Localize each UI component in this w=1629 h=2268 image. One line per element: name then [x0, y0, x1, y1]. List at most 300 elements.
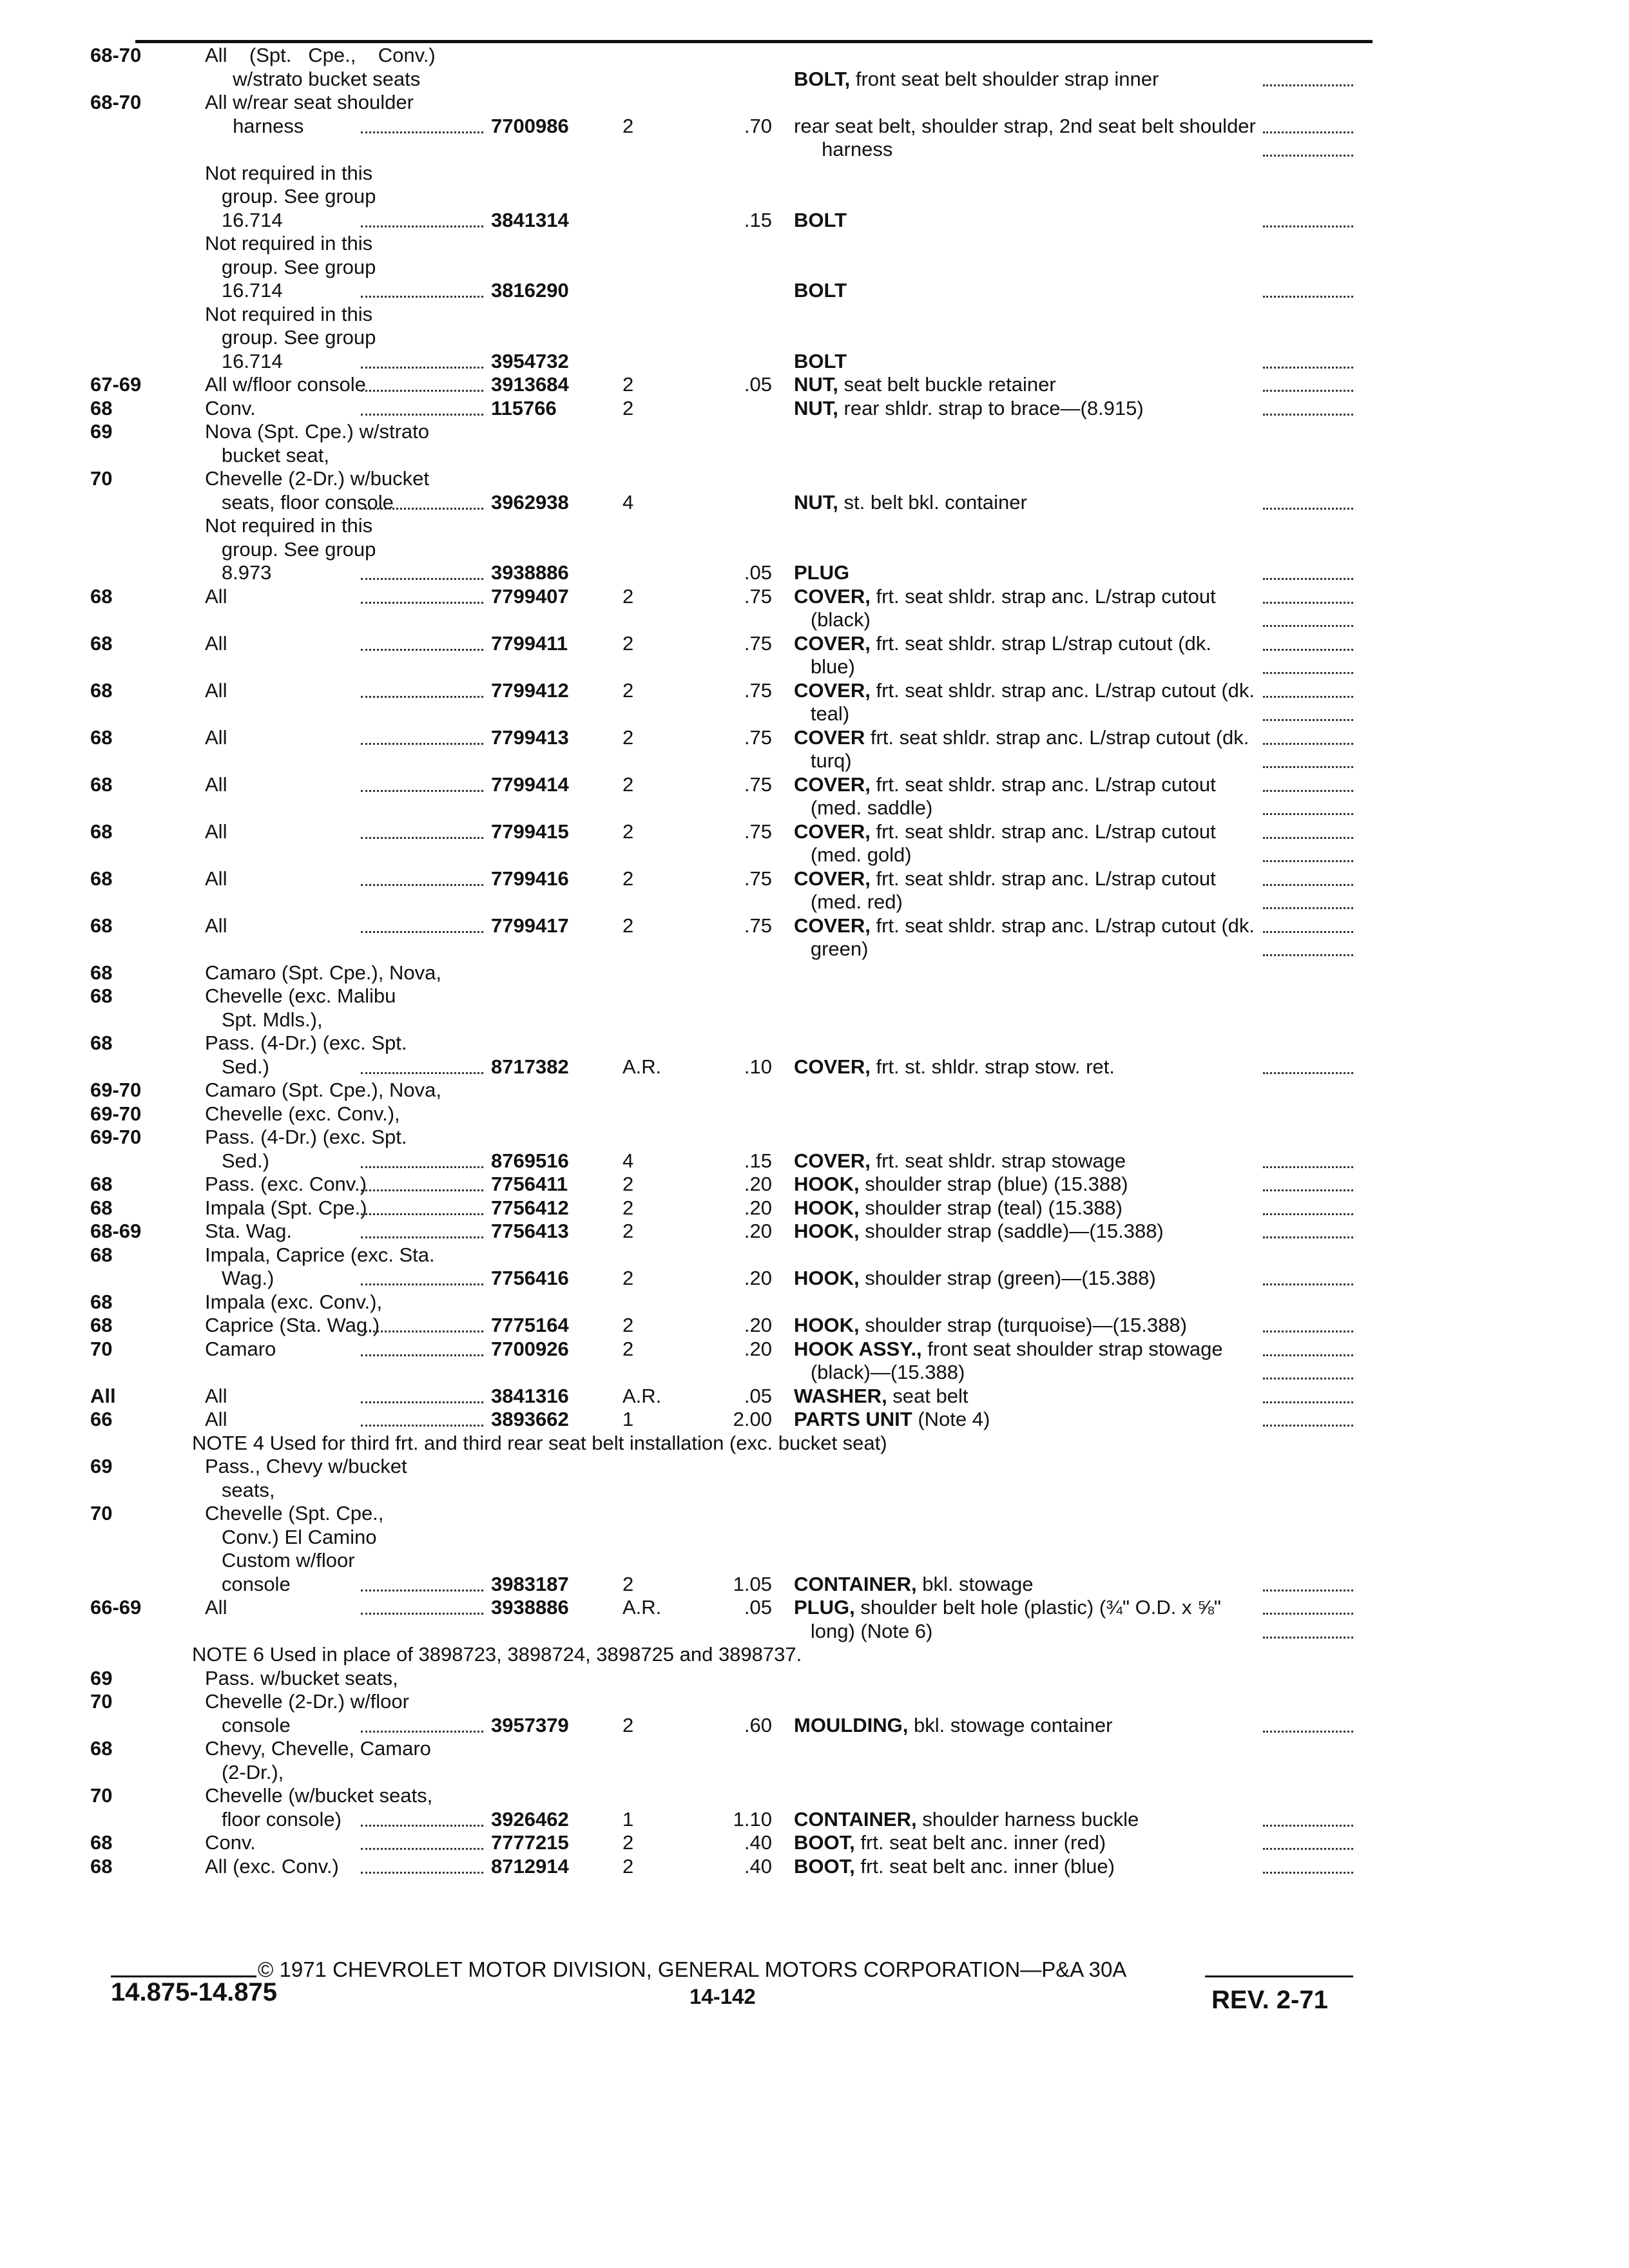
dot-leader: [361, 1590, 483, 1591]
row-part-name: NUT,: [794, 373, 838, 396]
row-price: .15: [744, 1149, 772, 1172]
row-quantity: 2: [622, 1196, 634, 1219]
row-application: harness: [205, 115, 304, 137]
row-description: [794, 751, 852, 771]
row-description: [794, 869, 1216, 889]
row-part-name: HOOK,: [794, 1314, 860, 1336]
row-part-detail: rear seat belt, shoulder strap, 2nd seat belt shoulder: [794, 115, 1256, 137]
row-price: 1.10: [733, 1808, 772, 1831]
dot-leader: [1263, 1872, 1353, 1874]
row-part-name: BOOT,: [794, 1831, 855, 1854]
row-price: 1.05: [733, 1573, 772, 1595]
row-part-detail: green): [794, 937, 869, 960]
row-part-detail: frt. seat shldr. strap anc. L/strap cutout: [870, 867, 1216, 890]
row-part-number: 7700926: [491, 1338, 569, 1360]
row-quantity: 2: [622, 397, 634, 419]
row-part-detail: shoulder strap (blue) (15.388): [859, 1173, 1128, 1195]
dot-leader: [1263, 414, 1353, 416]
dot-leader: [1263, 1378, 1353, 1379]
row-price: .70: [744, 115, 772, 137]
row-application: (2-Dr.),: [205, 1761, 284, 1783]
row-part-detail: (Note 4): [912, 1408, 990, 1430]
row-price: .75: [744, 820, 772, 843]
dot-leader: [361, 1425, 483, 1427]
row-application: seats,: [205, 1479, 275, 1501]
dot-leader: [1263, 649, 1353, 651]
row-years: 68: [90, 679, 113, 702]
row-description: [794, 351, 847, 371]
row-part-detail: frt. seat shldr. strap stowage: [870, 1149, 1126, 1172]
row-years: 68: [90, 985, 113, 1007]
row-part-number: 7756412: [491, 1196, 569, 1219]
row-description: [794, 892, 903, 912]
row-price: .40: [744, 1831, 772, 1854]
row-application: Camaro (Spt. Cpe.), Nova,: [205, 961, 441, 984]
row-application: Chevy, Chevelle, Camaro: [205, 1737, 431, 1760]
row-part-detail: turq): [794, 749, 852, 772]
dot-leader: [1263, 790, 1353, 792]
dot-leader: [1263, 131, 1353, 133]
row-description: [794, 916, 1255, 936]
row-price: .40: [744, 1855, 772, 1878]
row-application: console: [205, 1573, 291, 1595]
row-application: All (exc. Conv.): [205, 1855, 339, 1878]
row-part-number: 3841314: [491, 209, 569, 231]
dot-leader: [361, 390, 483, 392]
dot-leader: [361, 1872, 483, 1874]
row-price: .75: [744, 726, 772, 749]
row-part-name: COVER,: [794, 632, 871, 655]
row-description: [794, 1339, 1223, 1359]
row-years: 69-70: [90, 1079, 142, 1101]
row-years: 70: [90, 1502, 113, 1524]
row-description: [794, 139, 892, 159]
row-application: All w/floor console: [205, 373, 366, 396]
row-application: group. See group: [205, 256, 376, 278]
row-quantity: 2: [622, 1573, 634, 1595]
row-description: [794, 1362, 965, 1382]
row-application: All: [205, 914, 227, 937]
row-application: 16.714: [205, 350, 283, 372]
row-years: 69-70: [90, 1126, 142, 1148]
footer-page-number: 14-142: [689, 1984, 756, 2008]
row-application: Not required in this: [205, 514, 373, 537]
row-part-detail: shoulder belt hole (plastic) (¾" O.D. x ⅝": [854, 1596, 1221, 1619]
row-quantity: 2: [622, 585, 634, 608]
dot-leader: [361, 578, 483, 580]
row-description: [794, 1856, 1115, 1876]
row-application: bucket seat,: [205, 444, 329, 466]
row-years: 68: [90, 1291, 113, 1313]
row-part-detail: long) (Note 6): [794, 1620, 933, 1642]
dot-leader: [361, 1825, 483, 1827]
row-application: Custom w/floor: [205, 1549, 355, 1571]
row-part-number: 7799417: [491, 914, 569, 937]
dot-leader: [1263, 1354, 1353, 1356]
row-application: Spt. Mdls.),: [205, 1008, 323, 1031]
dot-leader: [1263, 390, 1353, 392]
row-part-detail: frt. seat belt anc. inner (red): [854, 1831, 1106, 1854]
dot-leader: [361, 1236, 483, 1238]
row-part-detail: (med. saddle): [794, 796, 933, 819]
dot-leader: [1263, 743, 1353, 745]
row-years: 70: [90, 1690, 113, 1713]
row-application: console: [205, 1714, 291, 1736]
row-years: 66-69: [90, 1596, 142, 1619]
row-years: 68: [90, 1196, 113, 1219]
row-application: Conv.) El Camino: [205, 1526, 377, 1548]
row-application: Chevelle (w/bucket seats,: [205, 1784, 433, 1807]
dot-leader: [361, 884, 483, 886]
row-part-number: 115766: [491, 397, 557, 419]
row-quantity: 1: [622, 1408, 634, 1430]
row-description: [794, 1409, 990, 1429]
row-application: Pass., Chevy w/bucket: [205, 1455, 407, 1477]
dot-leader: [1263, 696, 1353, 698]
row-part-number: 3938886: [491, 1596, 569, 1619]
row-part-name: BOLT: [794, 209, 847, 231]
row-application: w/strato bucket seats: [205, 68, 421, 90]
row-application: Conv.: [205, 1831, 256, 1854]
row-part-number: 3841316: [491, 1385, 569, 1407]
row-description: [794, 1198, 1123, 1218]
row-part-detail: (med. gold): [794, 843, 912, 866]
row-part-detail: frt. seat belt anc. inner (blue): [854, 1855, 1115, 1878]
row-years: 68-69: [90, 1220, 142, 1242]
row-quantity: 2: [622, 914, 634, 937]
row-description: [794, 398, 1144, 418]
footer-group-number: 14.875-14.875: [111, 1978, 278, 2006]
dot-leader: [361, 1731, 483, 1733]
dot-leader: [361, 790, 483, 792]
row-application: Impala (exc. Conv.),: [205, 1291, 383, 1313]
dot-leader: [1263, 1331, 1353, 1332]
row-description: [794, 1574, 1034, 1594]
row-application: All: [205, 867, 227, 890]
row-part-number: 8769516: [491, 1149, 569, 1172]
row-part-number: 7756411: [491, 1173, 568, 1195]
row-quantity: 1: [622, 1808, 634, 1831]
row-description: [794, 1809, 1139, 1829]
row-application: group. See group: [205, 326, 376, 349]
row-part-detail: frt. seat shldr. strap anc. L/strap cutout: [870, 820, 1216, 843]
row-application: Not required in this: [205, 303, 373, 325]
row-part-name: PLUG,: [794, 1596, 855, 1619]
row-part-detail: frt. seat shldr. strap anc. L/strap cutout (dk.: [870, 679, 1255, 702]
row-part-detail: front seat shoulder strap stowage: [921, 1338, 1223, 1360]
row-years: 68: [90, 961, 113, 984]
row-description: [794, 374, 1056, 394]
row-part-number: 7799413: [491, 726, 569, 749]
row-years: 68-70: [90, 44, 142, 66]
row-part-name: BOLT,: [794, 68, 851, 90]
row-part-number: 7799416: [491, 867, 569, 890]
row-quantity: 4: [622, 491, 634, 514]
row-part-name: NUT,: [794, 491, 838, 514]
row-part-name: PARTS UNIT: [794, 1408, 912, 1430]
dot-leader: [361, 1331, 483, 1332]
row-quantity: 2: [622, 1267, 634, 1289]
dot-leader: [1263, 1637, 1353, 1639]
row-note: NOTE 4 Used for third frt. and third rear seat belt installation (exc. bucket seat): [192, 1432, 887, 1454]
dot-leader: [1263, 602, 1353, 604]
row-application: Nova (Spt. Cpe.) w/strato: [205, 420, 430, 443]
row-description: [794, 210, 847, 230]
dot-leader: [361, 1283, 483, 1285]
row-application: All: [205, 679, 227, 702]
row-description: [794, 1057, 1115, 1077]
row-application: Chevelle (exc. Conv.),: [205, 1102, 400, 1125]
row-part-number: 3962938: [491, 491, 569, 514]
row-part-number: 8717382: [491, 1055, 569, 1078]
row-price: .20: [744, 1196, 772, 1219]
row-quantity: 2: [622, 726, 634, 749]
dot-leader: [1263, 884, 1353, 886]
row-price: .20: [744, 1267, 772, 1289]
row-quantity: 2: [622, 1173, 634, 1195]
dot-leader: [361, 1072, 483, 1074]
row-application: All: [205, 726, 227, 749]
row-years: 68: [90, 867, 113, 890]
row-application: All w/rear seat shoulder: [205, 91, 414, 113]
row-quantity: A.R.: [622, 1596, 662, 1619]
dot-leader: [1263, 367, 1353, 369]
dot-leader: [1263, 1283, 1353, 1285]
row-application: floor console): [205, 1808, 342, 1831]
row-part-detail: seat belt buckle retainer: [838, 373, 1056, 396]
row-years: 70: [90, 467, 113, 490]
dot-leader: [1263, 1236, 1353, 1238]
row-part-number: 7799411: [491, 632, 568, 655]
row-application: Pass. (exc. Conv.): [205, 1173, 367, 1195]
row-description: [794, 798, 932, 818]
row-application: Camaro (Spt. Cpe.), Nova,: [205, 1079, 441, 1101]
row-description: [794, 492, 1027, 512]
row-part-number: 7777215: [491, 1831, 569, 1854]
row-part-name: CONTAINER,: [794, 1808, 917, 1831]
row-application: Sed.): [205, 1055, 269, 1078]
dot-leader: [1263, 508, 1353, 510]
row-years: 68-70: [90, 91, 142, 113]
row-price: .05: [744, 373, 772, 396]
row-part-name: COVER,: [794, 914, 871, 937]
row-application: Caprice (Sta. Wag.): [205, 1314, 380, 1336]
dot-leader: [361, 414, 483, 416]
row-part-detail: frt. seat shldr. strap L/strap cutout (dk.: [870, 632, 1211, 655]
dot-leader: [1263, 1825, 1353, 1827]
row-application: 8.973: [205, 561, 272, 584]
dot-leader: [1263, 226, 1353, 227]
row-application: All: [205, 820, 227, 843]
row-years: 68: [90, 1831, 113, 1854]
row-price: .60: [744, 1714, 772, 1736]
row-part-detail: front seat belt shoulder strap inner: [850, 68, 1159, 90]
row-description: [794, 1621, 932, 1641]
row-part-detail: (black)—(15.388): [794, 1361, 965, 1383]
row-application: 16.714: [205, 209, 283, 231]
row-price: .05: [744, 1385, 772, 1407]
row-price: .15: [744, 209, 772, 231]
row-application: 16.714: [205, 279, 283, 302]
row-description: [794, 727, 1249, 747]
row-years: 69: [90, 420, 113, 443]
dot-leader: [1263, 931, 1353, 933]
row-part-detail: teal): [794, 702, 850, 725]
row-price: .75: [744, 585, 772, 608]
row-part-name: BOLT: [794, 350, 847, 372]
row-description: [794, 1174, 1128, 1194]
row-years: 67-69: [90, 373, 142, 396]
row-description: [794, 586, 1216, 606]
row-part-name: HOOK,: [794, 1267, 860, 1289]
dot-leader: [1263, 837, 1353, 839]
dot-leader: [1263, 1425, 1353, 1427]
row-description: [794, 610, 871, 629]
row-part-name: CONTAINER,: [794, 1573, 917, 1595]
row-years: 69: [90, 1455, 113, 1477]
row-application: Sed.): [205, 1149, 269, 1172]
row-application: Conv.: [205, 397, 256, 419]
row-description: [794, 704, 849, 724]
row-description: [794, 845, 912, 865]
row-application: Sta. Wag.: [205, 1220, 292, 1242]
row-description: [794, 822, 1216, 841]
dot-leader: [1263, 155, 1353, 157]
row-years: 70: [90, 1338, 113, 1360]
row-application: group. See group: [205, 538, 376, 561]
row-part-number: 7756416: [491, 1267, 569, 1289]
dot-leader: [361, 296, 483, 298]
row-years: 70: [90, 1784, 113, 1807]
row-quantity: A.R.: [622, 1385, 662, 1407]
row-part-detail: shoulder strap (teal) (15.388): [859, 1196, 1123, 1219]
dot-leader: [361, 743, 483, 745]
row-part-number: 3938886: [491, 561, 569, 584]
dot-leader: [1263, 296, 1353, 298]
row-quantity: 2: [622, 1831, 634, 1854]
dot-leader: [1263, 625, 1353, 627]
row-years: 68: [90, 773, 113, 796]
row-quantity: 2: [622, 1855, 634, 1878]
row-part-detail: frt. seat shldr. strap anc. L/strap cutout (dk.: [870, 914, 1255, 937]
row-part-number: 3926462: [491, 1808, 569, 1831]
row-application: seats, floor console: [205, 491, 394, 514]
row-application: Pass. (4-Dr.) (exc. Spt.: [205, 1032, 407, 1054]
dot-leader: [361, 1848, 483, 1850]
row-years: 68: [90, 726, 113, 749]
row-part-number: 3913684: [491, 373, 569, 396]
row-application: Camaro: [205, 1338, 276, 1360]
row-quantity: 4: [622, 1149, 634, 1172]
dot-leader: [361, 1354, 483, 1356]
row-application: All: [205, 585, 227, 608]
row-part-detail: (med. red): [794, 890, 903, 913]
row-part-name: PLUG: [794, 561, 850, 584]
row-quantity: A.R.: [622, 1055, 662, 1078]
row-years: 69-70: [90, 1102, 142, 1125]
dot-leader: [361, 837, 483, 839]
row-years: 68: [90, 1244, 113, 1266]
row-quantity: 2: [622, 1714, 634, 1736]
dot-leader: [361, 1401, 483, 1403]
row-quantity: 2: [622, 115, 634, 137]
dot-leader: [1263, 907, 1353, 909]
dot-leader: [361, 367, 483, 369]
row-description: [794, 1597, 1221, 1617]
row-part-name: COVER: [794, 726, 865, 749]
row-part-number: 7799412: [491, 679, 569, 702]
row-price: .05: [744, 561, 772, 584]
row-part-number: 3957379: [491, 1714, 569, 1736]
row-application: Not required in this: [205, 162, 373, 184]
dot-leader: [1263, 860, 1353, 862]
row-part-number: 3954732: [491, 350, 569, 372]
row-price: .20: [744, 1220, 772, 1242]
row-application: Chevelle (Spt. Cpe.,: [205, 1502, 384, 1524]
row-application: All (Spt. Cpe., Conv.): [205, 44, 436, 66]
row-part-detail: shoulder strap (saddle)—(15.388): [859, 1220, 1164, 1242]
row-price: .75: [744, 679, 772, 702]
dot-leader: [1263, 813, 1353, 815]
row-part-name: COVER,: [794, 773, 871, 796]
row-part-detail: st. belt bkl. container: [838, 491, 1027, 514]
dot-leader: [1263, 672, 1353, 674]
row-part-name: HOOK,: [794, 1173, 860, 1195]
row-description: [794, 116, 1256, 136]
row-part-detail: frt. seat shldr. strap anc. L/strap cutout: [870, 585, 1216, 608]
dot-leader: [361, 1213, 483, 1215]
row-description: [794, 1386, 969, 1406]
row-part-detail: rear shldr. strap to brace—(8.915): [838, 397, 1144, 419]
dot-leader: [1263, 954, 1353, 956]
dot-leader: [361, 1166, 483, 1168]
row-application: Chevelle (2-Dr.) w/floor: [205, 1690, 409, 1713]
row-description: [794, 1221, 1164, 1241]
row-part-number: 3893662: [491, 1408, 569, 1430]
row-application: Wag.): [205, 1267, 275, 1289]
row-part-name: HOOK,: [794, 1196, 860, 1219]
row-part-name: COVER,: [794, 1055, 871, 1078]
dot-leader: [361, 649, 483, 651]
dot-leader: [1263, 1731, 1353, 1733]
row-part-name: WASHER,: [794, 1385, 887, 1407]
row-description: [794, 1715, 1112, 1735]
dot-leader: [1263, 1613, 1353, 1615]
row-description: [794, 1151, 1126, 1171]
dot-leader: [361, 131, 483, 133]
row-application: All: [205, 1408, 227, 1430]
row-part-detail: bkl. stowage container: [908, 1714, 1113, 1736]
row-description: [794, 633, 1211, 653]
dot-leader: [361, 931, 483, 933]
row-years: 68: [90, 1173, 113, 1195]
dot-leader: [361, 696, 483, 698]
footer-revision: REV. 2-71: [1211, 1986, 1328, 2014]
row-part-number: 3983187: [491, 1573, 569, 1595]
row-years: 68: [90, 914, 113, 937]
row-part-detail: shoulder strap (green)—(15.388): [859, 1267, 1156, 1289]
row-price: .75: [744, 632, 772, 655]
row-price: .20: [744, 1314, 772, 1336]
row-part-name: HOOK,: [794, 1220, 860, 1242]
row-years: 68: [90, 585, 113, 608]
row-part-name: HOOK ASSY.,: [794, 1338, 922, 1360]
dot-leader: [361, 1189, 483, 1191]
row-years: 68: [90, 820, 113, 843]
row-years: 68: [90, 1314, 113, 1336]
row-part-detail: bkl. stowage: [916, 1573, 1034, 1595]
dot-leader: [361, 602, 483, 604]
